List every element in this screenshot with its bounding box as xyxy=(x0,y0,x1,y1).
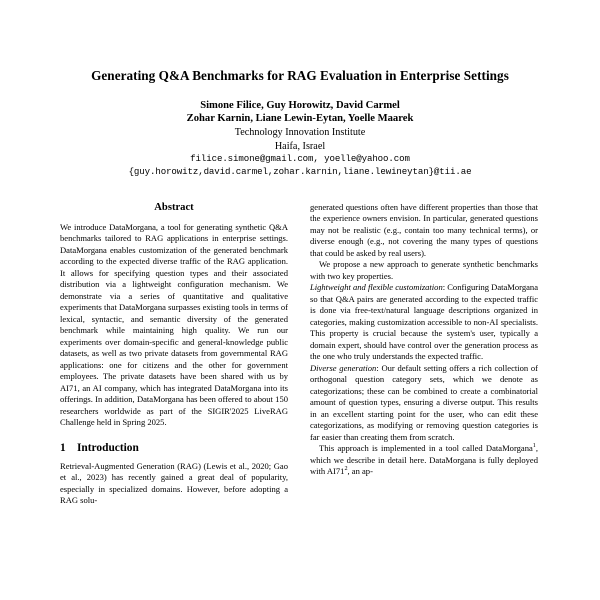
authors-line-2: Zohar Karnin, Liane Lewin-Eytan, Yoelle Maarek xyxy=(186,113,414,125)
location: Haifa, Israel xyxy=(274,140,326,152)
right-paragraph-4-text: : Our default setting offers a rich collection of orthogonal question category sets, which we denote as categorizations; these can be combined to create a combinatorial amount of question types, ensuring a diverse output. This results in an excellent starting point for the user, who can edit these categorizations, as modifying or removing question categories is far easier than creating them from scratch. xyxy=(310,362,538,442)
footnote-marker-1[interactable]: 1 xyxy=(532,442,536,450)
abstract-body: We introduce DataMorgana, a tool for generating synthetic Q&A benchmarks tailored to RAG applications in enterprise settings. DataMorgana enables customization of the generated benchmark according to the expected diverse traffic of the RAG application. It allows for specifying question types and their associated distribution via a lightweight configuration mechanism. We demonstrate via a series of quantitative and qualitative experiments that DataMorgana surpasses existing tools in terms of lexical, syntactic, and semantic diversity of the generated benchmark while maintaining high quality. We run our experiments over domain-specific and general-knowledge public datasets, as well as two private datasets from governmental RAG applications: one for citizens and the other for government employees. The private datasets have been shared with us by AI71, an AI company, which has integrated DataMorgana into its offerings. In addition, DataMorgana has been offered to about 150 researchers worldwide as part of the SIGIR'2025 LiveRAG Challenge held in Spring 2025. xyxy=(60,222,288,428)
two-column-body xyxy=(0,202,600,507)
author-block xyxy=(0,99,600,180)
authors-line-1: Simone Filice, Guy Horowitz, David Carmel xyxy=(200,99,400,111)
right-paragraph-3 xyxy=(310,282,538,362)
introduction-paragraph: Retrieval-Augmented Generation (RAG) (Lewis et al., 2020; Gao et al., 2023) has recently gained a great deal of popularity, especially in specialized domains. However, before adopting a RAG solu- xyxy=(60,460,288,506)
right-paragraph-2: We propose a new approach to generate synthetic benchmarks with two key properties. xyxy=(310,259,538,281)
lead-in-diverse-generation: Diverse generation xyxy=(310,362,377,373)
right-paragraph-5-part-a: This approach is implemented in a tool called DataMorgana xyxy=(319,443,533,454)
section-title: Introduction xyxy=(77,441,139,454)
right-column xyxy=(310,202,538,507)
right-paragraph-5-part-b: , which we describe in detail here. DataMorgana is fully deployed with AI71 xyxy=(310,443,538,477)
lead-in-lightweight-customization: Lightweight and flexible customization xyxy=(310,282,443,293)
abstract-heading: Abstract xyxy=(154,202,194,213)
section-heading-introduction xyxy=(60,442,288,454)
footnote-marker-2[interactable]: 2 xyxy=(344,465,348,473)
right-paragraph-5 xyxy=(310,443,538,477)
right-paragraph-3-text: : Configuring DataMorgana so that Q&A pairs are generated according to the expected traffic is done via free-text/natural language descriptions organized in categories, making customization accessible to non-AI specialists. This property is crucial because the system's user, typically a domain expert, should have control over the generation process as the one who truly understands the expected traffic. xyxy=(310,282,538,362)
email-line-2: {guy.horowitz,david.carmel,zohar.karnin,liane.lewineytan}@tii.ae xyxy=(128,166,472,178)
affiliation: Technology Innovation Institute xyxy=(234,127,366,139)
right-paragraph-5-part-c: , an ap- xyxy=(347,466,373,477)
email-line-1: filice.simone@gmail.com, yoelle@yahoo.com xyxy=(190,153,410,165)
left-column xyxy=(60,202,288,507)
right-paragraph-4 xyxy=(310,363,538,443)
section-number: 1 xyxy=(60,441,66,454)
page-title: Generating Q&A Benchmarks for RAG Evaluation in Enterprise Settings xyxy=(91,68,509,83)
right-paragraph-1: generated questions often have different properties than those that the experience owners envision. In particular, generated questions may not be realistic (e.g., contain too many technical terms), or diverse enough (e.g., not covering the many types of questions that could be asked by real users). xyxy=(310,202,538,258)
